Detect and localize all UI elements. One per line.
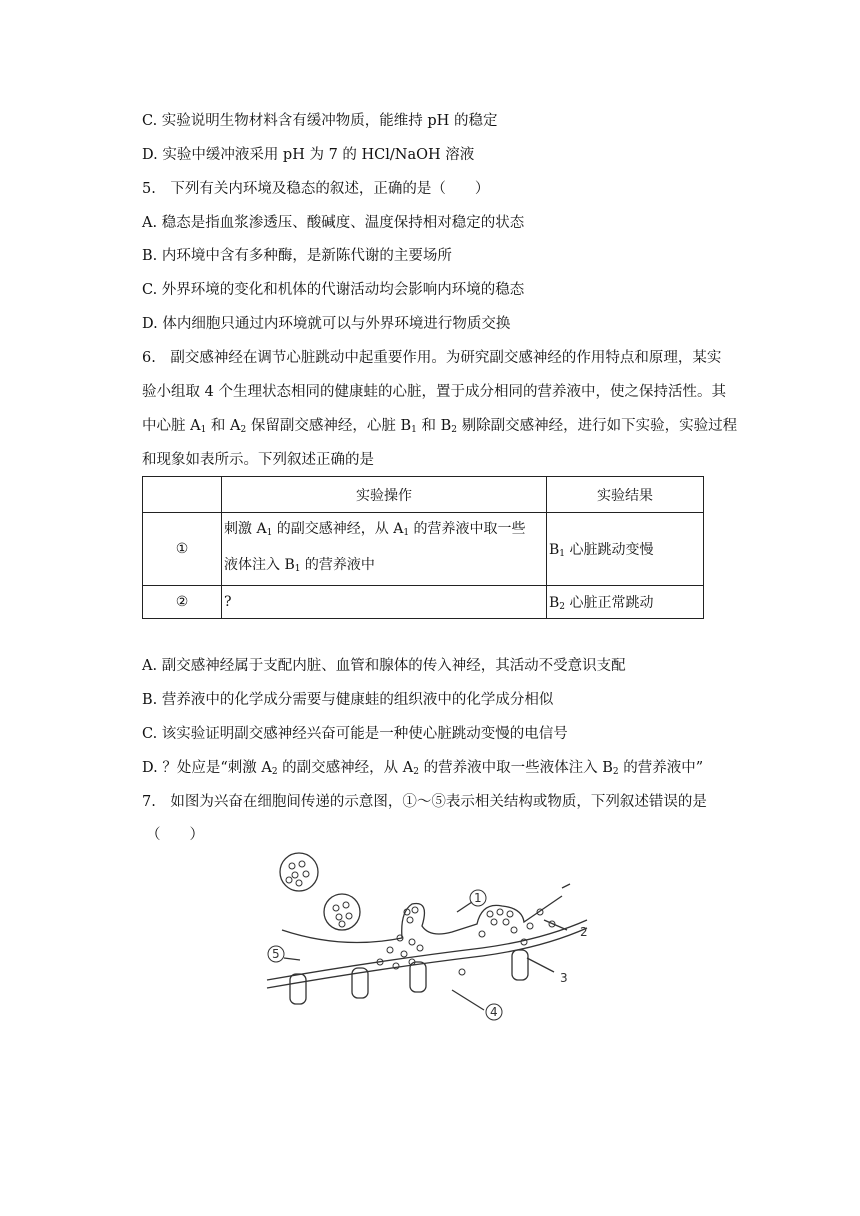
- table-header-operation: 实验操作: [222, 477, 547, 513]
- table-header-empty: [143, 477, 222, 513]
- label-1: 1: [474, 891, 482, 905]
- q6-option-c: C. 该实验证明副交感神经兴奋可能是一种使心脏跳动变慢的电信号: [142, 726, 568, 742]
- question-6-line1: 6. 副交感神经在调节心脏跳动中起重要作用。为研究副交感神经的作用特点和原理，某实: [142, 350, 722, 366]
- synapse-diagram: [262, 850, 602, 1030]
- table-header-result: 实验结果: [547, 477, 704, 513]
- experiment-table: [142, 476, 704, 619]
- q5-option-b: B. 内环境中含有多种酶，是新陈代谢的主要场所: [142, 248, 452, 264]
- q5-option-a: A. 稳态是指血浆渗透压、酸碱度、温度保持相对稳定的状态: [142, 215, 525, 231]
- q5-option-d: D. 体内细胞只通过内环境就可以与外界环境进行物质交换: [142, 316, 511, 332]
- option-c-prev: C. 实验说明生物材料含有缓冲物质，能维持 pH 的稳定: [142, 113, 498, 129]
- question-6-line2: 验小组取 4 个生理状态相同的健康蛙的心脏，置于成分相同的营养液中，使之保持活性。其: [142, 384, 726, 400]
- label-3: 3: [560, 971, 568, 985]
- vesicle: [280, 853, 318, 891]
- postsynaptic-membrane: [267, 920, 587, 980]
- label-2: 2: [580, 925, 588, 939]
- vesicle: [324, 894, 360, 930]
- row-operation: 刺激 $A_1$ 的副交感神经，从 $A_1$ 的营养液中取一些 液体注入 $B_1$ 的营养液中: [222, 513, 547, 586]
- question-6-line4: 和现象如表所示。下列叙述正确的是: [142, 452, 374, 468]
- receptor: [410, 962, 426, 992]
- question-7-line1: 7. 如图为兴奋在细胞间传递的示意图，①～⑤表示相关结构或物质，下列叙述错误的是: [142, 794, 707, 810]
- row-operation: ?: [222, 586, 547, 619]
- question-6-line3: 中心脏 $A_1$ 和 $A_2$ 保留副交感神经，心脏 $B_1$ 和 $B_2$ 剔除副交感神经，进行如下实验，实验过程: [142, 418, 738, 435]
- question-7-line2: （ ）: [146, 827, 204, 843]
- label-4: 4: [490, 1005, 498, 1019]
- question-5: 5. 下列有关内环境及稳态的叙述，正确的是（ ）: [142, 181, 490, 197]
- receptor: [290, 974, 306, 1004]
- presynaptic-membrane: [282, 896, 562, 943]
- row-result: $B_1$ 心脏跳动变慢: [547, 513, 704, 586]
- table-row: [143, 513, 704, 586]
- q5-option-c: C. 外界环境的变化和机体的代谢活动均会影响内环境的稳态: [142, 282, 525, 298]
- q6-option-a: A. 副交感神经属于支配内脏、血管和腺体的传入神经，其活动不受意识支配: [142, 658, 626, 674]
- table-row: [143, 586, 704, 619]
- label-5: 5: [272, 947, 280, 961]
- row-result: $B_2$ 心脏正常跳动: [547, 586, 704, 619]
- q6-option-d: D. ？处应是“刺激 $A_2$ 的副交感神经，从 $A_2$ 的营养液中取一些液体注入 $B_2$ 的营养液中”: [142, 760, 704, 777]
- row-id: ②: [143, 586, 222, 619]
- row-id: ①: [143, 513, 222, 586]
- receptor: [512, 950, 528, 980]
- option-d-prev: D. 实验中缓冲液采用 pH 为 7 的 HCl/NaOH 溶液: [142, 147, 475, 163]
- q6-option-b: B. 营养液中的化学成分需要与健康蛙的组织液中的化学成分相似: [142, 692, 554, 708]
